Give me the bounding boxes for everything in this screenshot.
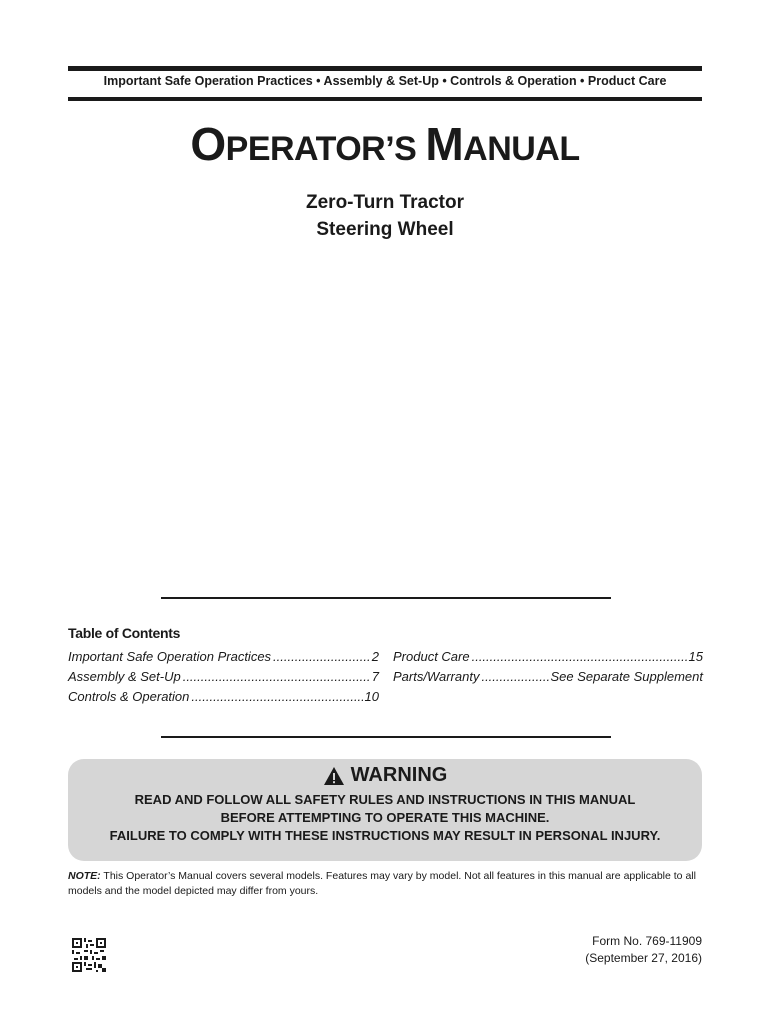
toc-entry[interactable] <box>393 667 703 687</box>
warning-title-row <box>68 764 702 787</box>
note-paragraph <box>68 869 708 899</box>
note-text: This Operator’s Manual covers several models. Features may vary by model. Not all features in this manual are applicable to all models and the model depicted may differ from yours. <box>68 870 696 897</box>
header-bar <box>68 66 702 102</box>
toc-entry-page: 2 <box>371 649 379 664</box>
subtitle-line1: Zero-Turn Tractor <box>306 192 464 213</box>
toc-left-column <box>68 647 379 707</box>
warning-line1: READ AND FOLLOW ALL SAFETY RULES AND INSTRUCTIONS IN THIS MANUAL <box>134 792 636 807</box>
toc-entry-label: Important Safe Operation Practices <box>68 649 272 664</box>
title-initial-o: O <box>190 118 226 170</box>
toc-entry-page: 10 <box>364 689 379 704</box>
page-title <box>0 117 770 171</box>
toc-entry[interactable] <box>393 647 703 667</box>
subtitle <box>0 189 770 243</box>
title-initial-m: M <box>425 118 464 170</box>
toc-leader-dots <box>183 667 370 687</box>
divider-upper <box>161 597 611 599</box>
subtitle-line2: Steering Wheel <box>316 219 454 240</box>
header-practices-text: Important Safe Operation Practices • Assembly & Set-Up • Controls & Operation • Product Care <box>103 74 667 88</box>
form-date: (September 27, 2016) <box>585 951 702 965</box>
warning-line3: FAILURE TO COMPLY WITH THESE INSTRUCTIONS MAY RESULT IN PERSONAL INJURY. <box>109 828 661 843</box>
header-top-rule <box>68 66 702 71</box>
warning-line2: BEFORE ATTEMPTING TO OPERATE THIS MACHINE. <box>220 810 550 825</box>
toc-entry[interactable] <box>68 687 379 707</box>
title-apos-s: ’S <box>385 130 417 168</box>
title-perator: PERATOR <box>225 130 386 168</box>
toc-right-column <box>393 647 703 687</box>
form-number: Form No. 769-11909 <box>592 934 702 948</box>
warning-title: WARNING <box>350 764 448 786</box>
toc-entry-page: See Separate Supplement <box>550 669 703 684</box>
toc-leader-dots <box>472 647 687 667</box>
warning-box <box>68 759 702 861</box>
divider-lower <box>161 736 611 738</box>
warning-triangle-icon <box>323 766 345 786</box>
toc-entry-page: 7 <box>371 669 379 684</box>
toc-heading: Table of Contents <box>68 625 181 641</box>
toc-leader-dots <box>273 647 370 667</box>
toc-entry[interactable] <box>68 647 379 667</box>
header-bottom-rule <box>68 97 702 101</box>
warning-text <box>68 791 702 845</box>
toc-entry-label: Assembly & Set-Up <box>68 669 181 684</box>
note-label: NOTE: <box>68 870 101 882</box>
qr-code-icon <box>72 938 106 972</box>
toc-entry-label: Parts/Warranty <box>393 669 480 684</box>
title-anual: ANUAL <box>463 130 580 168</box>
toc-entry[interactable] <box>68 667 379 687</box>
toc-leader-dots <box>481 667 548 687</box>
toc-entry-label: Product Care <box>393 649 470 664</box>
toc-entry-label: Controls & Operation <box>68 689 190 704</box>
toc-entry-page: 15 <box>688 649 703 664</box>
form-info <box>585 933 702 967</box>
toc-leader-dots <box>191 687 362 707</box>
